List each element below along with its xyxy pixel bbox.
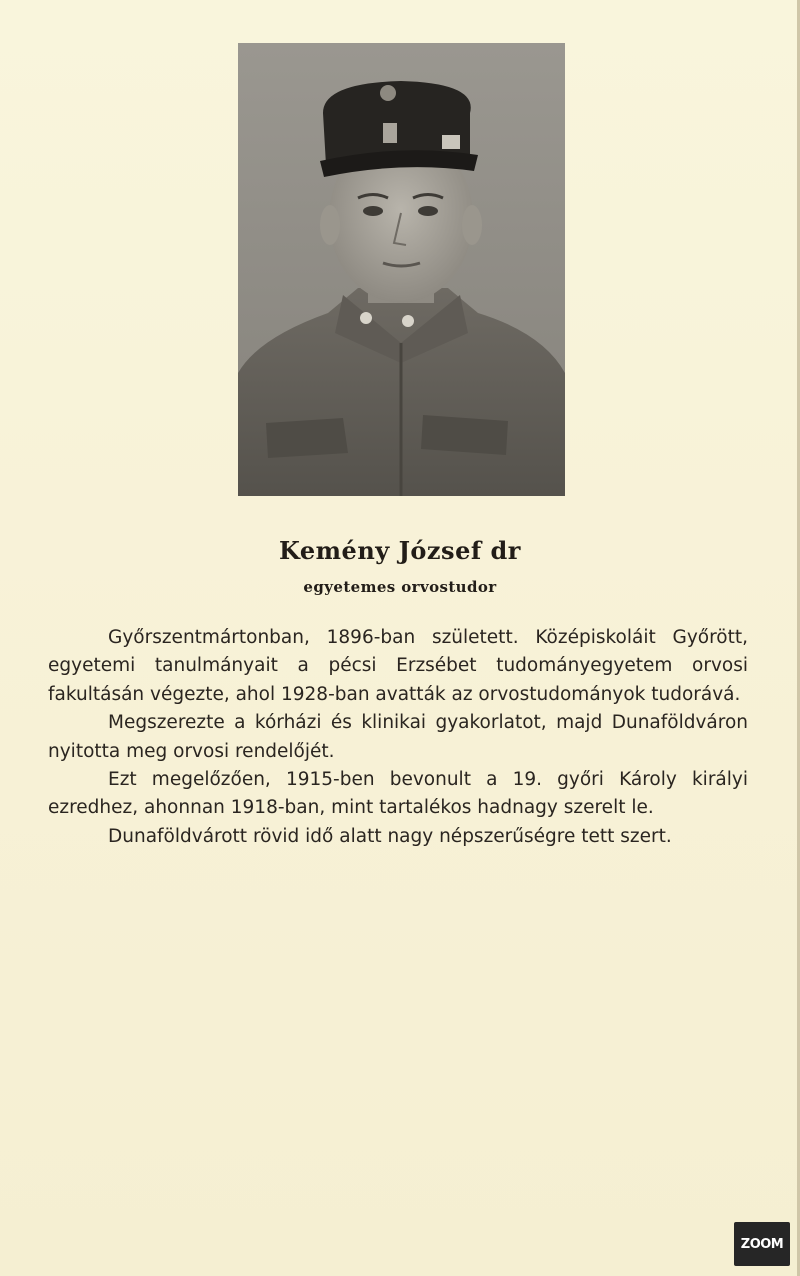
biography-paragraph: Győrszentmártonban, 1896-ban született. Középiskoláit Győrött, egyetemi tanulmányait a pécsi Erzsébet tudományegyetem orvosi fakultásán végezte, ahol 1928-ban avatták az orvostudományok tudorává.	[48, 627, 748, 705]
person-title-subheading: egyetemes orvostudor	[303, 578, 497, 596]
biography-paragraph: Dunaföldvárott rövid idő alatt nagy népszerűségre tett szert.	[108, 825, 672, 847]
biography-paragraph: Megszerezte a kórházi és klinikai gyakorlatot, majd Dunaföldváron nyitotta meg orvosi rendelőjét.	[48, 712, 748, 762]
biography-paragraph: Ezt megelőzően, 1915-ben bevonult a 19. győri Károly királyi ezredhez, ahonnan 1918-ban, mint tartalékos hadnagy szerelt le.	[48, 769, 748, 819]
biography-text	[48, 624, 748, 851]
zoom-logo[interactable]: ZOOM	[734, 1222, 790, 1266]
person-name-heading: Kemény József dr	[279, 536, 521, 565]
portrait-photo	[238, 43, 565, 496]
